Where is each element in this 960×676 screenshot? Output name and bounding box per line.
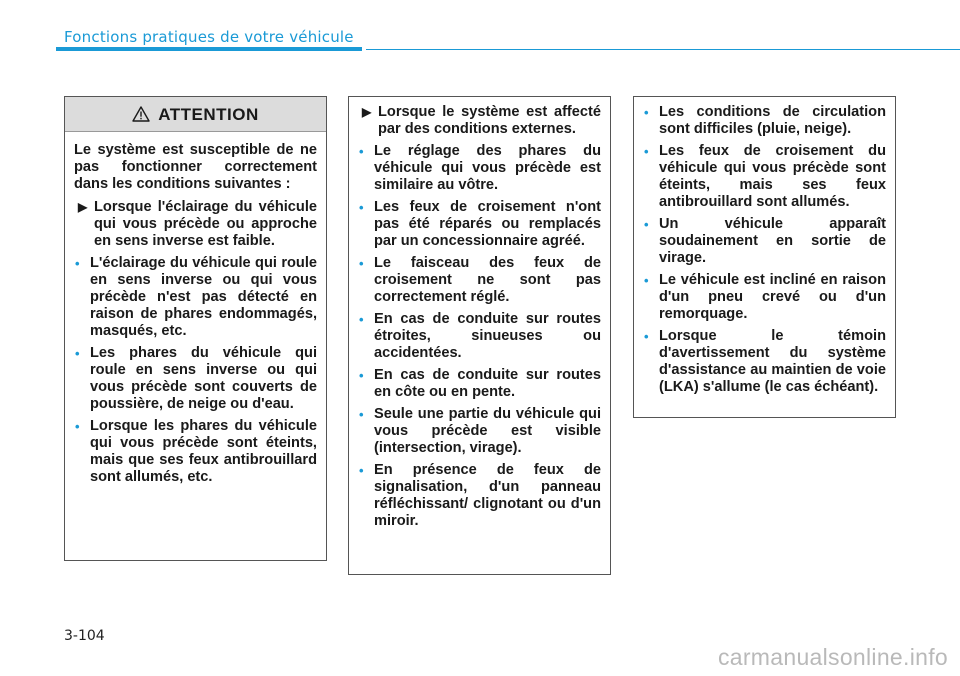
list-item bbox=[358, 255, 601, 306]
warning-triangle-icon bbox=[132, 106, 150, 122]
attention-body-col3 bbox=[634, 97, 895, 396]
list-item bbox=[74, 199, 317, 250]
list-item-text: Les phares du véhicule qui roule en sens inverse ou qui vous précède sont couverts de poussière, de neige ou d'eau. bbox=[90, 345, 317, 412]
page-number: 3-104 bbox=[64, 628, 105, 644]
attention-heading bbox=[65, 97, 326, 132]
list-item bbox=[643, 104, 886, 138]
list-item-text: Lorsque l'éclairage du véhicule qui vous précède ou approche en sens inverse est faible. bbox=[94, 199, 317, 249]
triangle-bullet-icon: ▶ bbox=[78, 200, 88, 214]
list-item-text: Les conditions de circulation sont difficiles (pluie, neige). bbox=[659, 104, 886, 137]
header-rule-thin bbox=[366, 49, 960, 51]
bullet-icon: • bbox=[359, 312, 364, 327]
bullet-icon: • bbox=[644, 105, 649, 120]
list-item-text: Les feux de croisement du véhicule qui vous précède sont éteints, mais ses feux antibrouillard sont allumés. bbox=[659, 143, 886, 210]
attention-body-col2 bbox=[349, 97, 610, 530]
list-item bbox=[643, 216, 886, 267]
list-item-text: Les feux de croisement n'ont pas été réparés ou remplacés par un concessionnaire agréé. bbox=[374, 199, 601, 249]
list-item-text: En cas de conduite sur routes étroites, sinueuses ou accidentées. bbox=[374, 311, 601, 361]
list-item-text: Seule une partie du véhicule qui vous précède est visible (intersection, virage). bbox=[374, 406, 601, 456]
list-item bbox=[74, 418, 317, 486]
bullet-icon: • bbox=[644, 329, 649, 344]
attention-box bbox=[64, 96, 327, 561]
list-item bbox=[358, 406, 601, 457]
bullet-icon: • bbox=[359, 144, 364, 159]
attention-box-continued-2 bbox=[633, 96, 896, 418]
list-item bbox=[74, 345, 317, 413]
bullet-icon: • bbox=[75, 256, 80, 271]
list-item bbox=[643, 143, 886, 211]
bullet-icon: • bbox=[644, 273, 649, 288]
list-item-text: Le faisceau des feux de croisement ne sont pas correctement réglé. bbox=[374, 255, 601, 305]
list-item bbox=[358, 462, 601, 530]
list-item bbox=[643, 272, 886, 323]
bullet-icon: • bbox=[359, 368, 364, 383]
list-item bbox=[358, 104, 601, 138]
list-item-text: Le véhicule est incliné en raison d'un pneu crevé ou d'un remorquage. bbox=[659, 272, 886, 322]
attention-intro: Le système est susceptible de ne pas fonctionner correctement dans les conditions suivantes : bbox=[74, 142, 317, 192]
list-item bbox=[358, 311, 601, 362]
section-title: Fonctions pratiques de votre véhicule bbox=[64, 28, 354, 46]
list-item-text: Lorsque le témoin d'avertissement du système d'assistance au maintien de voie (LKA) s'allume (le cas échéant). bbox=[659, 328, 886, 395]
list-item-text: L'éclairage du véhicule qui roule en sens inverse ou qui vous précède n'est pas détecté en raison de phares endommagés, masqués, etc. bbox=[90, 255, 317, 339]
bullet-icon: • bbox=[644, 217, 649, 232]
list-item-text: En présence de feux de signalisation, d'un panneau réfléchissant/ clignotant ou d'un miroir. bbox=[374, 462, 601, 529]
watermark-text: carmanualsonline.info bbox=[717, 644, 948, 670]
attention-box-continued bbox=[348, 96, 611, 575]
list-item bbox=[74, 255, 317, 340]
list-item bbox=[358, 367, 601, 401]
bullet-icon: • bbox=[359, 200, 364, 215]
bullet-icon: • bbox=[75, 346, 80, 361]
list-item-text: Lorsque les phares du véhicule qui vous précède sont éteints, mais que ses feux antibrouillard sont allumés, etc. bbox=[90, 418, 317, 485]
list-item bbox=[358, 143, 601, 194]
bullet-icon: • bbox=[75, 419, 80, 434]
bullet-icon: • bbox=[359, 463, 364, 478]
attention-body-col1 bbox=[65, 132, 326, 486]
triangle-bullet-icon: ▶ bbox=[362, 105, 372, 119]
bullet-icon: • bbox=[359, 256, 364, 271]
list-item bbox=[358, 199, 601, 250]
list-item-text: Le réglage des phares du véhicule qui vous précède est similaire au vôtre. bbox=[374, 143, 601, 193]
header-rule-thick bbox=[56, 47, 362, 51]
bullet-icon: • bbox=[359, 407, 364, 422]
bullet-icon: • bbox=[644, 144, 649, 159]
list-item-text: Lorsque le système est affecté par des conditions externes. bbox=[378, 104, 601, 137]
list-item bbox=[643, 328, 886, 396]
list-item-text: Un véhicule apparaît soudainement en sortie de virage. bbox=[659, 216, 886, 266]
list-item-text: En cas de conduite sur routes en côte ou en pente. bbox=[374, 367, 601, 400]
attention-heading-label: ATTENTION bbox=[158, 104, 259, 124]
